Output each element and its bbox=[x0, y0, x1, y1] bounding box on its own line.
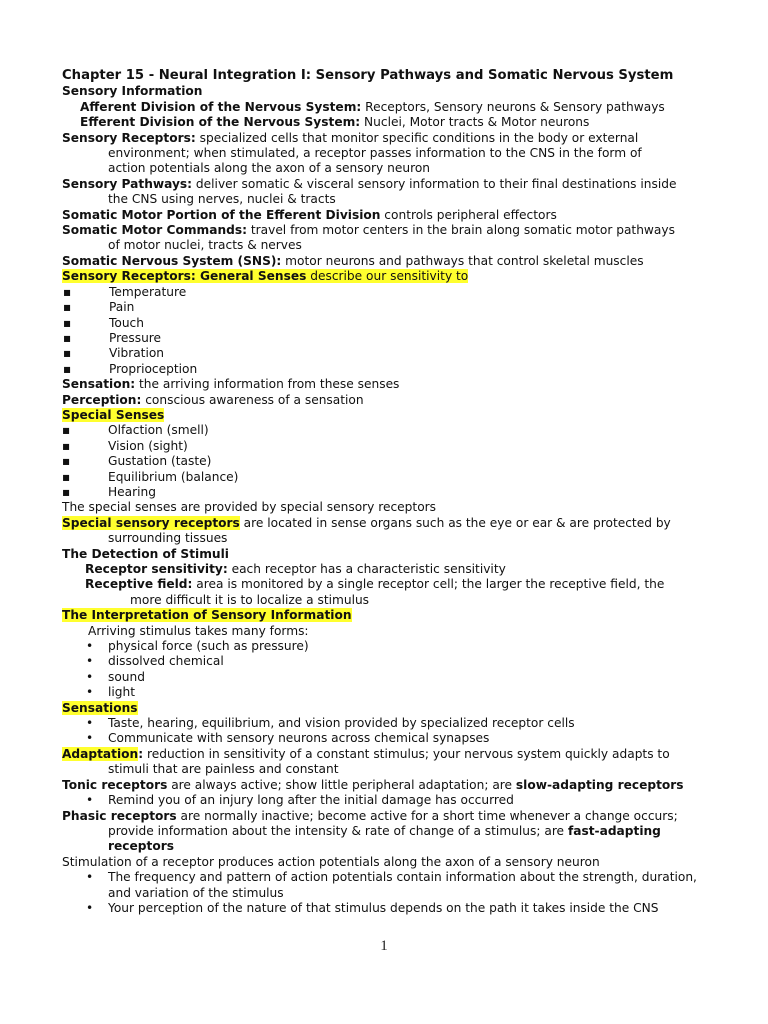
square-bullet-icon: ▪ bbox=[62, 484, 71, 499]
term: Somatic Motor Commands: bbox=[62, 223, 247, 238]
term: Receptive field: bbox=[85, 577, 193, 592]
perception-line bbox=[62, 393, 704, 408]
heading-text: The Detection of Stimuli bbox=[62, 546, 229, 561]
continuation-line: the CNS using nerves, nuclei & tracts bbox=[108, 192, 336, 207]
heading-text: Sensory Information bbox=[62, 84, 203, 99]
term: Receptor sensitivity: bbox=[85, 562, 228, 576]
term: Sensory Pathways: bbox=[62, 176, 193, 191]
continuation-line: surrounding tissues bbox=[108, 531, 228, 546]
term: Afferent Division of the Nervous System: bbox=[80, 99, 362, 114]
list-item-text: The frequency and pattern of action potentials contain information about the strength, duration, and variation of the stimulus bbox=[108, 870, 697, 900]
definition: the arriving information from these senses bbox=[135, 377, 400, 392]
sensory-information-heading bbox=[62, 84, 704, 99]
sensory-receptors-line bbox=[62, 131, 704, 146]
term-colon: : bbox=[138, 746, 144, 761]
square-bullet-icon: ▪ bbox=[62, 469, 71, 484]
stimulation-line: Stimulation of a receptor produces action potentials along the axon of a sensory neuron bbox=[62, 854, 600, 869]
round-bullet-icon: • bbox=[86, 900, 94, 915]
definition: conscious awareness of a sensation bbox=[141, 392, 364, 407]
round-bullet-icon: • bbox=[86, 716, 94, 731]
term: Sensory Receptors: bbox=[62, 130, 196, 145]
general-senses-heading bbox=[62, 269, 704, 284]
continuation-line: more difficult it is to localize a stimulus bbox=[130, 592, 370, 607]
list-item bbox=[62, 285, 704, 300]
list-item-text: Vision (sight) bbox=[108, 438, 188, 453]
special-provided-line: The special senses are provided by special sensory receptors bbox=[62, 500, 437, 515]
term-secondary: receptors bbox=[108, 839, 174, 854]
list-item-text: sound bbox=[108, 669, 145, 684]
round-bullet-icon: • bbox=[86, 685, 94, 700]
continuation-line bbox=[62, 839, 704, 854]
square-bullet-icon: ▪ bbox=[62, 438, 71, 453]
definition: each receptor has a characteristic sensitivity bbox=[227, 562, 506, 576]
sensations-heading bbox=[62, 701, 704, 716]
list-item-text: Equilibrium (balance) bbox=[108, 469, 239, 484]
definition: area is monitored by a single receptor cell; the larger the receptive field, the bbox=[192, 577, 665, 592]
round-bullet-icon: • bbox=[86, 654, 94, 669]
list-item-text: Touch bbox=[109, 315, 144, 330]
term: Somatic Motor Portion of the Efferent Division bbox=[62, 207, 381, 222]
term: Efferent Division of the Nervous System: bbox=[80, 115, 361, 130]
list-item bbox=[62, 362, 704, 377]
list-item bbox=[62, 716, 704, 731]
square-bullet-icon: ▪ bbox=[63, 361, 72, 376]
heading-text: Sensory Receptors: General Senses bbox=[62, 269, 307, 284]
square-bullet-icon: ▪ bbox=[63, 284, 72, 299]
interpretation-heading bbox=[62, 608, 704, 623]
term: Phasic receptors bbox=[62, 808, 177, 823]
square-bullet-icon: ▪ bbox=[62, 423, 71, 438]
definition: are always active; show little peripheral adaptation; are bbox=[167, 777, 516, 792]
phasic-receptors-line bbox=[62, 809, 704, 824]
sensation-line bbox=[62, 377, 704, 392]
list-item bbox=[62, 300, 704, 315]
list-item-text: physical force (such as pressure) bbox=[108, 639, 309, 654]
list-item bbox=[62, 670, 704, 685]
square-bullet-icon: ▪ bbox=[63, 315, 72, 330]
receptor-sensitivity-line bbox=[62, 562, 704, 577]
efferent-division-line bbox=[62, 115, 704, 130]
list-item-text: Taste, hearing, equilibrium, and vision provided by specialized receptor cells bbox=[108, 716, 575, 731]
special-senses-heading bbox=[62, 408, 704, 423]
definition: motor neurons and pathways that control skeletal muscles bbox=[281, 253, 644, 268]
continuation-line: environment; when stimulated, a receptor passes information to the CNS in the form of bbox=[108, 146, 642, 161]
list-item bbox=[62, 793, 704, 808]
list-item bbox=[62, 423, 704, 438]
heading-text: Sensations bbox=[62, 700, 138, 715]
list-item-text: Pain bbox=[109, 300, 135, 315]
list-item-text: Your perception of the nature of that stimulus depends on the path it takes inside the CNS bbox=[108, 900, 659, 915]
somatic-motor-portion-line bbox=[62, 208, 704, 223]
continuation-line: of motor nuclei, tracts & nerves bbox=[108, 238, 302, 253]
round-bullet-icon: • bbox=[86, 870, 94, 885]
sensory-pathways-line bbox=[62, 177, 704, 192]
afferent-division-line bbox=[62, 100, 704, 115]
continuation-line: stimuli that are painless and constant bbox=[108, 762, 339, 777]
list-item bbox=[62, 639, 704, 654]
list-item-text: Vibration bbox=[109, 346, 165, 361]
continuation-line bbox=[62, 824, 704, 839]
list-item-text: Communicate with sensory neurons across chemical synapses bbox=[108, 731, 490, 746]
round-bullet-icon: • bbox=[86, 731, 94, 746]
adaptation-line bbox=[62, 747, 704, 762]
special-receptors-line bbox=[62, 516, 704, 531]
list-item bbox=[62, 870, 704, 901]
term: Tonic receptors bbox=[62, 777, 168, 792]
sns-line bbox=[62, 254, 704, 269]
square-bullet-icon: ▪ bbox=[63, 300, 72, 315]
tonic-receptors-line bbox=[62, 778, 704, 793]
list-item bbox=[62, 346, 704, 361]
list-item-text: light bbox=[108, 685, 136, 700]
term: Perception: bbox=[62, 392, 142, 407]
detection-heading bbox=[62, 547, 704, 562]
list-item bbox=[62, 485, 704, 500]
list-item-text: Gustation (taste) bbox=[108, 454, 212, 469]
term-secondary: fast-adapting bbox=[567, 823, 661, 838]
definition: Receptors, Sensory neurons & Sensory pathways bbox=[361, 99, 665, 114]
definition: are normally inactive; become active for a short time whenever a change occurs; bbox=[176, 808, 678, 823]
term: Somatic Nervous System (SNS): bbox=[62, 253, 282, 268]
definition: travel from motor centers in the brain along somatic motor pathways bbox=[246, 223, 675, 238]
term: Special sensory receptors bbox=[62, 515, 240, 530]
list-item bbox=[62, 901, 704, 916]
document-body bbox=[62, 68, 704, 916]
list-item bbox=[62, 654, 704, 669]
heading-text: The Interpretation of Sensory Information bbox=[62, 608, 352, 623]
round-bullet-icon: • bbox=[86, 793, 94, 808]
heading-rest: describe our sensitivity to bbox=[306, 269, 469, 284]
continuation-text: provide information about the intensity & rate of change of a stimulus; are bbox=[108, 823, 568, 838]
interpretation-intro: Arriving stimulus takes many forms: bbox=[88, 623, 309, 638]
definition: controls peripheral effectors bbox=[380, 207, 557, 222]
definition: Nuclei, Motor tracts & Motor neurons bbox=[360, 115, 590, 130]
round-bullet-icon: • bbox=[86, 669, 94, 684]
definition: are located in sense organs such as the eye or ear & are protected by bbox=[239, 515, 671, 530]
list-item-text: Temperature bbox=[109, 284, 187, 299]
list-item bbox=[62, 439, 704, 454]
definition: specialized cells that monitor specific conditions in the body or external bbox=[195, 130, 639, 145]
somatic-motor-commands-line bbox=[62, 223, 704, 238]
highlighted-text bbox=[62, 269, 468, 283]
list-item-text: dissolved chemical bbox=[108, 654, 224, 669]
list-item-text: Remind you of an injury long after the initial damage has occurred bbox=[108, 793, 514, 808]
square-bullet-icon: ▪ bbox=[63, 346, 72, 361]
list-item-text: Olfaction (smell) bbox=[108, 423, 209, 438]
square-bullet-icon: ▪ bbox=[62, 454, 71, 469]
term: Adaptation bbox=[62, 746, 139, 761]
round-bullet-icon: • bbox=[86, 639, 94, 654]
list-item bbox=[62, 685, 704, 700]
list-item bbox=[62, 331, 704, 346]
list-item bbox=[62, 731, 704, 746]
list-item-text: Pressure bbox=[109, 330, 162, 345]
definition: deliver somatic & visceral sensory information to their final destinations inside bbox=[192, 176, 677, 191]
list-item bbox=[62, 454, 704, 469]
term-secondary: slow-adapting receptors bbox=[515, 777, 684, 792]
receptive-field-line bbox=[62, 577, 704, 592]
definition: reduction in sensitivity of a constant stimulus; your nervous system quickly adapts to bbox=[143, 746, 670, 761]
list-item bbox=[62, 470, 704, 485]
list-item-text: Proprioception bbox=[109, 361, 198, 376]
heading-text: Special Senses bbox=[62, 407, 165, 422]
term: Sensation: bbox=[62, 377, 136, 392]
list-item bbox=[62, 316, 704, 331]
square-bullet-icon: ▪ bbox=[63, 330, 72, 345]
chapter-title: Chapter 15 - Neural Integration I: Sensory Pathways and Somatic Nervous System bbox=[62, 68, 674, 83]
continuation-line: action potentials along the axon of a sensory neuron bbox=[108, 161, 431, 176]
page-number: 1 bbox=[380, 938, 388, 954]
list-item-text: Hearing bbox=[108, 484, 156, 499]
